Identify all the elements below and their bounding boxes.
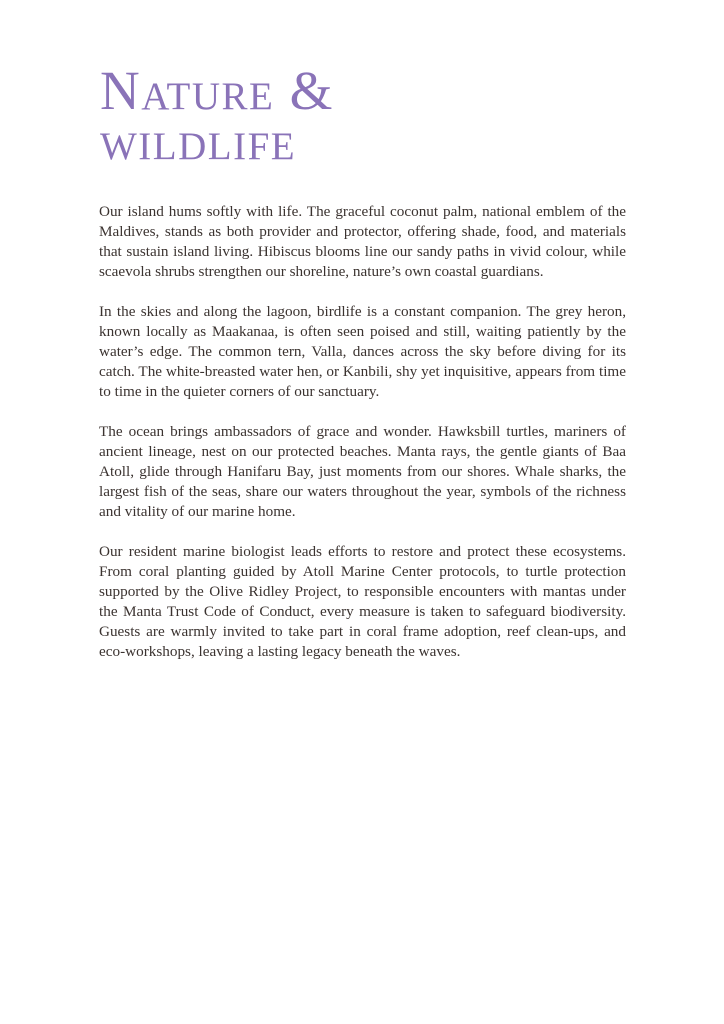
page-title [100,60,520,171]
title-line-2: wildlife [100,110,297,171]
title-line-1: Nature & [100,60,334,121]
paragraph-birdlife: In the skies and along the lagoon, birdlife is a constant companion. The grey heron, known locally as Maakanaa, is often seen poised and still, waiting patiently by the water’s edge. The common tern, Valla, dances across the sky before diving for its catch. The white-breasted water hen, or Kanbili, shy yet inquisitive, appears from time to time in the quieter corners of our sanctuary. [99,303,626,400]
paragraph-conservation: Our resident marine biologist leads efforts to restore and protect these ecosystems. From coral planting guided by Atoll Marine Center protocols, to turtle protection supported by the Olive Ridley Project, to responsible encounters with mantas under the Manta Trust Code of Conduct, every measure is taken to safeguard biodiversity. Guests are warmly invited to take part in coral frame adoption, reef clean-ups, and eco-workshops, leaving a lasting legacy beneath the waves. [99,543,626,660]
paragraph-flora: Our island hums softly with life. The graceful coconut palm, national emblem of the Maldives, stands as both provider and protector, offering shade, food, and materials that sustain island living. Hibiscus blooms line our sandy paths in vivid colour, while scaevola shrubs strengthen our shoreline, nature’s own coastal guardians. [99,203,626,280]
body-text [99,202,626,682]
paragraph-marine-life: The ocean brings ambassadors of grace and wonder. Hawksbill turtles, mariners of ancient lineage, nest on our protected beaches. Manta rays, the gentle giants of Baa Atoll, glide through Hanifaru Bay, just moments from our shores. Whale sharks, the largest fish of the seas, share our waters throughout the year, symbols of the richness and vitality of our marine home. [99,423,626,520]
